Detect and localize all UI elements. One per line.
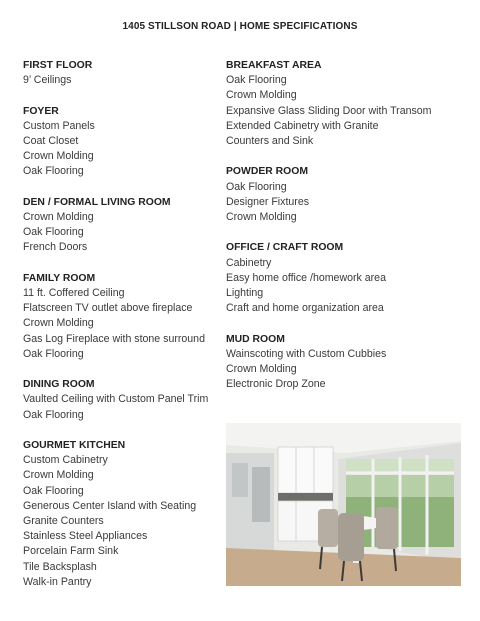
spec-item: Crown Molding: [23, 469, 94, 482]
right-spec-column: [226, 58, 466, 408]
spec-item: Custom Cabinetry: [23, 454, 108, 467]
section-heading: GOURMET KITCHEN: [23, 440, 126, 451]
spec-item: Crown Molding: [23, 211, 94, 223]
spec-item: French Doors: [23, 241, 88, 254]
spec-section: [23, 271, 223, 362]
section-heading: OFFICE / CRAFT ROOM: [226, 242, 344, 254]
spec-item: Cabinetry: [226, 256, 272, 269]
spec-item: Porcelain Farm Sink: [23, 545, 119, 558]
spec-section: [23, 377, 223, 423]
page-title: 1405 STILLSON ROAD | HOME SPECIFICATIONS: [122, 21, 358, 32]
spec-item: Oak Flooring: [226, 180, 287, 193]
spec-item: Electronic Drop Zone: [226, 378, 326, 391]
spec-item: Crown Molding: [226, 89, 297, 102]
spec-item: Tile Backsplash: [23, 560, 97, 573]
spec-section: [226, 240, 466, 316]
spec-item: Coat Closet: [23, 135, 79, 147]
spec-section: [23, 58, 223, 88]
spec-section: [226, 58, 466, 149]
section-heading: FOYER: [23, 105, 59, 117]
spec-section: [226, 332, 466, 393]
spec-item: Stainless Steel Appliances: [23, 530, 148, 543]
spec-item: 11 ft. Coffered Ceiling: [23, 287, 125, 299]
spec-section: [23, 438, 223, 590]
spec-item: Oak Flooring: [23, 347, 84, 360]
spec-item: 9’ Ceilings: [23, 74, 72, 87]
section-heading: FIRST FLOOR: [23, 60, 93, 71]
spec-section: [23, 104, 223, 180]
spec-item: Oak Flooring: [23, 408, 84, 421]
spec-item: Gas Log Fireplace with stone surround: [23, 332, 205, 345]
spec-item: Oak Flooring: [23, 165, 84, 178]
spec-item: Wainscoting with Custom Cubbies: [226, 347, 387, 360]
spec-item: Granite Counters: [23, 515, 104, 528]
spec-item: Extended Cabinetry with Granite: [226, 119, 379, 132]
spec-section: [23, 195, 223, 256]
section-heading: FAMILY ROOM: [23, 272, 96, 284]
section-heading: DEN / FORMAL LIVING ROOM: [23, 196, 171, 208]
spec-item: Crown Molding: [226, 363, 297, 376]
section-heading: POWDER ROOM: [226, 166, 308, 178]
spec-section: [226, 164, 466, 225]
left-spec-column: [23, 58, 223, 605]
section-heading: MUD ROOM: [226, 333, 285, 345]
spec-item: Easy home office /homework area: [226, 271, 386, 284]
section-heading: BREAKFAST AREA: [226, 60, 322, 71]
spec-item: Expansive Glass Sliding Door with Transom: [226, 104, 432, 117]
spec-item: Generous Center Island with Seating: [23, 499, 197, 512]
spec-item: Designer Fixtures: [226, 195, 310, 208]
spec-item: Flatscreen TV outlet above fireplace: [23, 302, 193, 315]
breakfast-area-photo: [226, 423, 461, 586]
spec-item: Crown Molding: [226, 211, 297, 224]
spec-item: Craft and home organization area: [226, 302, 384, 315]
spec-item: Oak Flooring: [23, 226, 84, 239]
spec-item: Oak Flooring: [226, 74, 287, 87]
spec-item: Counters and Sink: [226, 135, 314, 148]
spec-item: Crown Molding: [23, 317, 94, 330]
spec-item: Custom Panels: [23, 119, 95, 132]
spec-item: Vaulted Ceiling with Custom Panel Trim: [23, 393, 209, 406]
spec-item: Crown Molding: [23, 150, 94, 163]
spec-item: Oak Flooring: [23, 484, 84, 497]
section-heading: DINING ROOM: [23, 379, 95, 391]
spec-item: Walk-in Pantry: [23, 575, 92, 588]
spec-item: Lighting: [226, 287, 264, 300]
